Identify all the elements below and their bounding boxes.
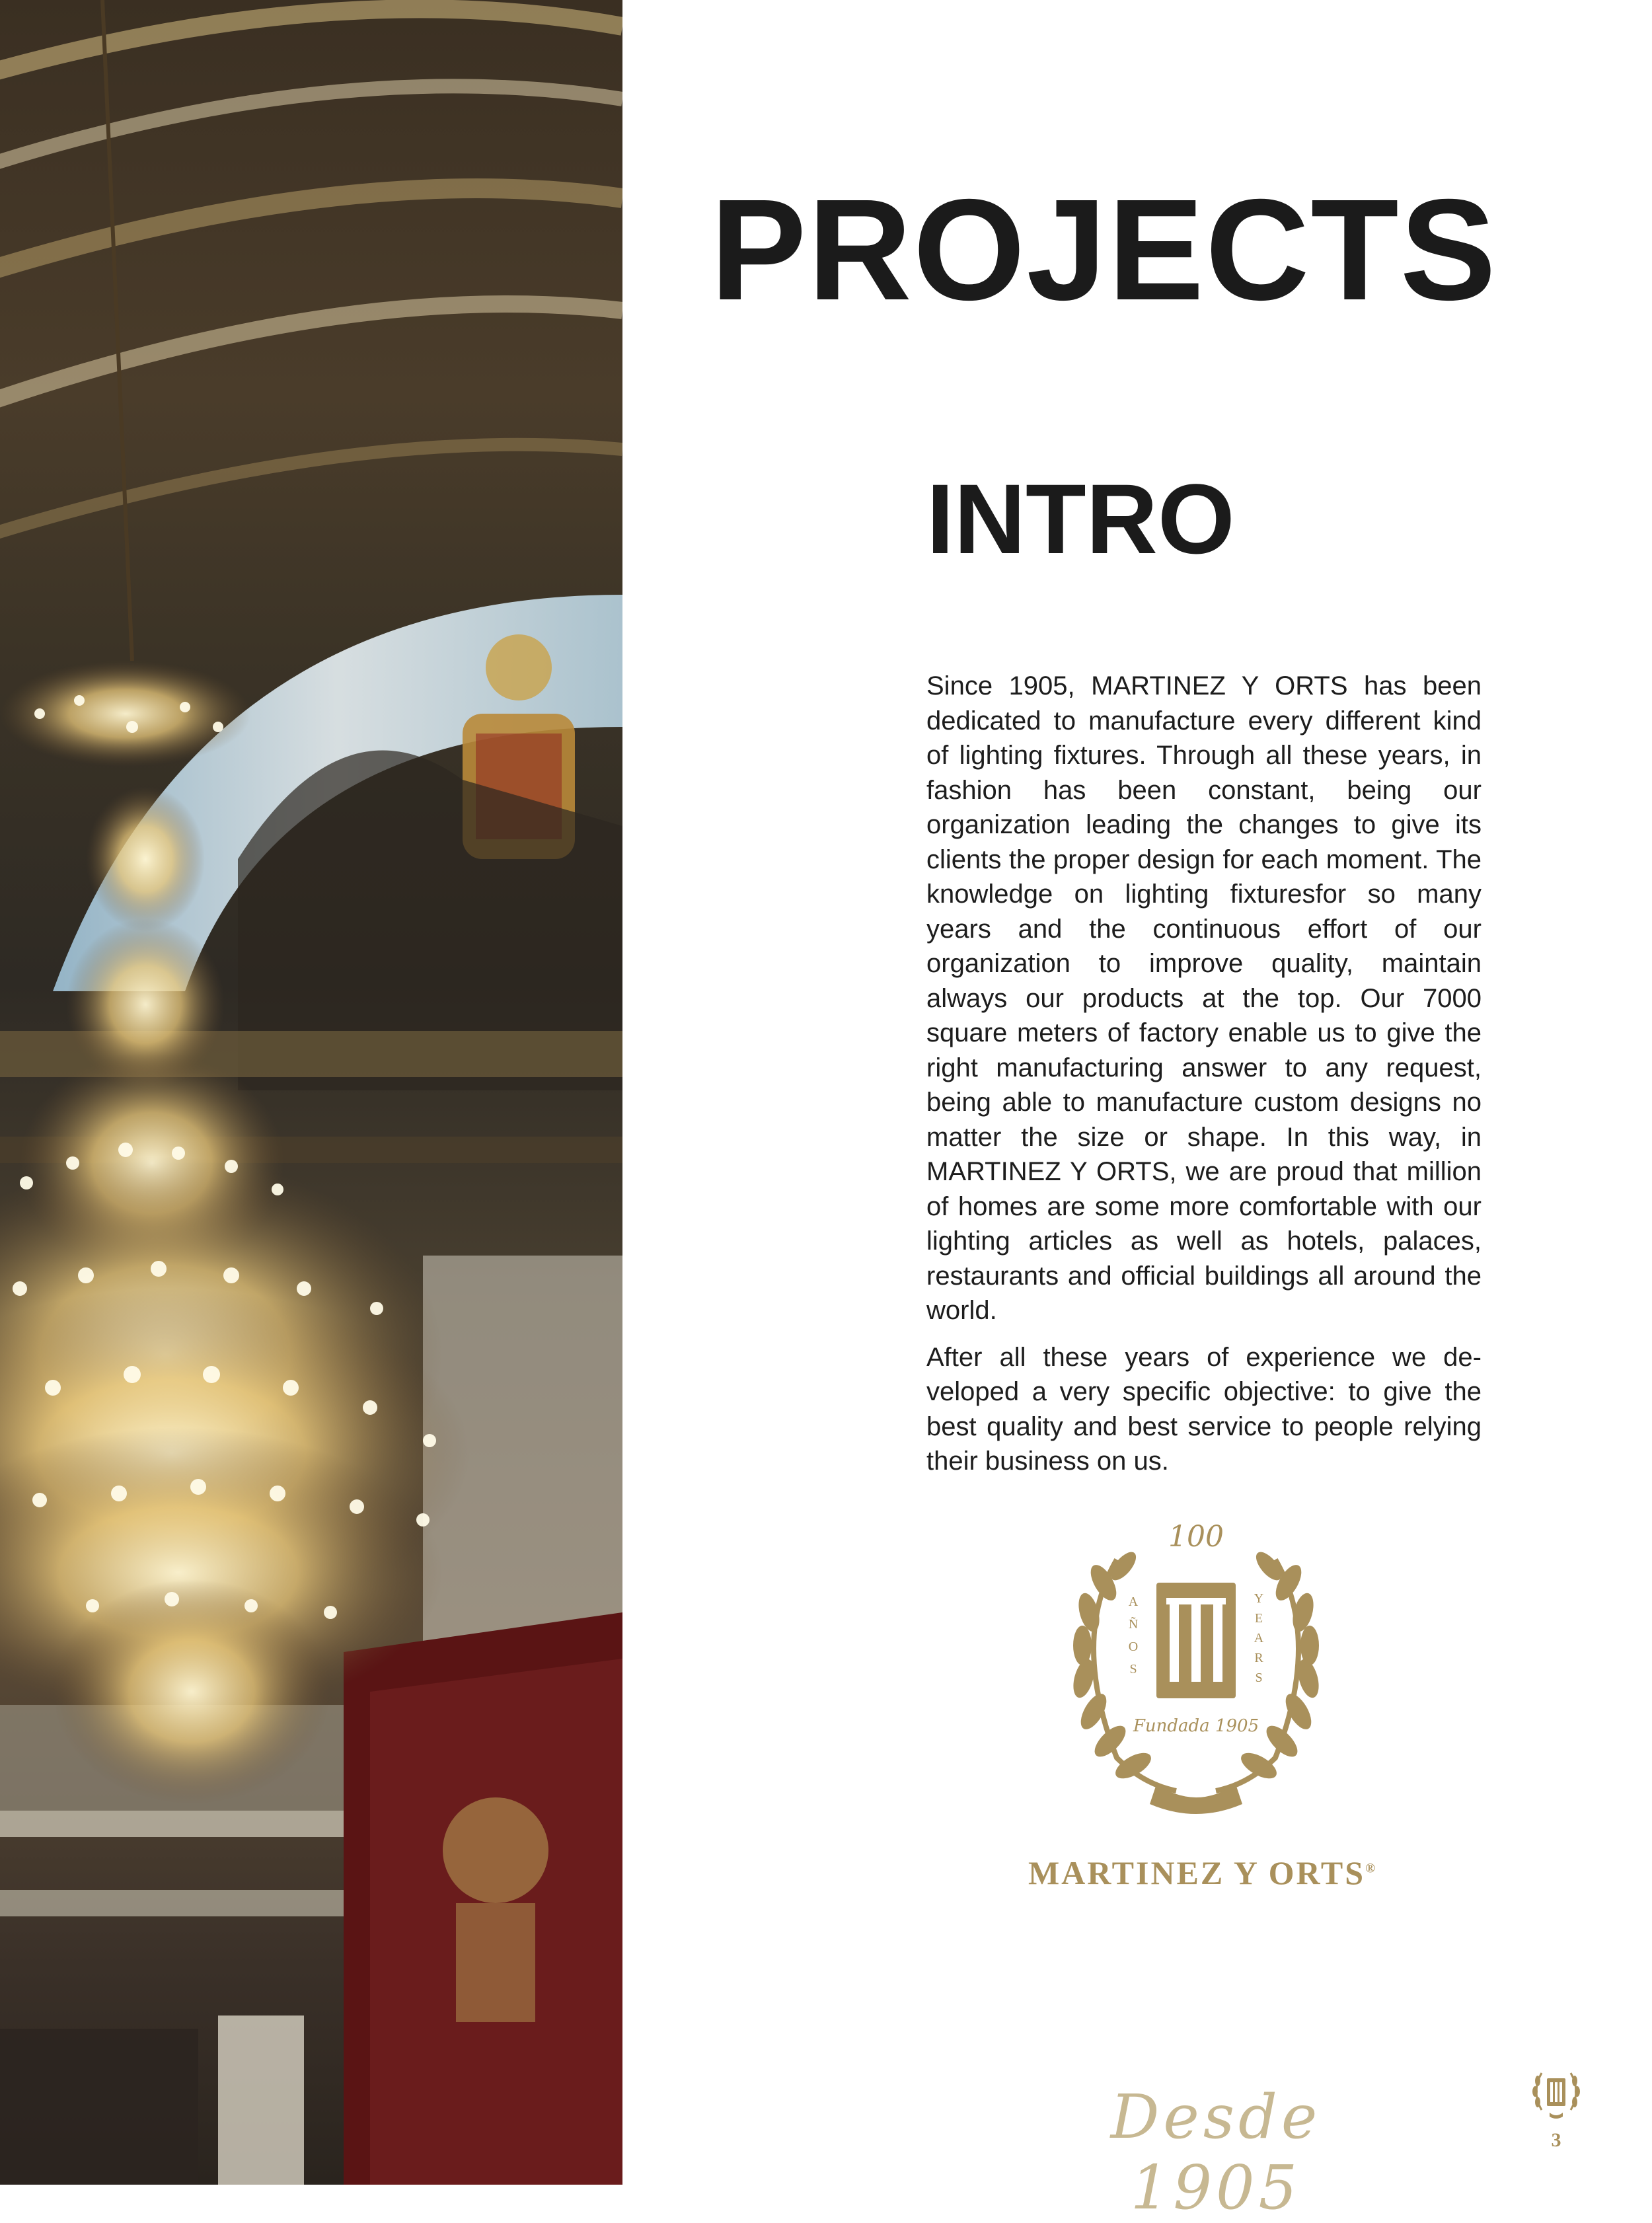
logo-founded: Fundada 1905 [1133, 1716, 1259, 1736]
page-number: 3 [1551, 2129, 1561, 2151]
logo-number: 100 [1168, 1520, 1224, 1554]
mini-wreath-logo-icon [1530, 2065, 1583, 2121]
chandelier-photo [0, 0, 622, 2185]
intro-paragraph-1: Since 1905, MARTINEZ Y ORTS has been dedicated to manufacture every different kind of lighting fixtures. Through all these years, in fashion has been constant, being our organization leading the changes to give its clients the proper design for each moment. The knowledge on lighting fixturesfor so many years and the continuous effort of our organization to improve quality, maintain always our products at the top. Our 7000 square meters of factory enable us to give the right manufacturing answer to any request, being able to manufacture custom designs no matter the size or shape. In this way, in MARTINEZ Y ORTS, we are proud that million of homes are some more comfortable with our lighting articles as well as hotels, palaces, restaurants and official buildings all around the world. [926, 671, 1482, 1325]
laurel-wreath-monogram-icon [1057, 1520, 1335, 1817]
tagline: Desde 1905 [1110, 2082, 1322, 2223]
intro-body [926, 669, 1482, 1491]
section-heading: INTRO [926, 463, 1235, 574]
intro-paragraph-2: After all these years of experience we developed a very specific objective: to give the best quality and best service to people relying their business on us. [926, 1342, 1482, 1476]
page-title: PROJECTS [710, 170, 1498, 330]
brand-name-text: MARTINEZ Y ORTS [1028, 1854, 1366, 1891]
logo-left-word: A Ñ O S [1128, 1595, 1139, 1677]
chandelier-illustration [0, 0, 622, 2185]
brand-name [925, 1854, 1480, 1892]
logo-right-word: Y E A R S [1254, 1591, 1264, 1685]
registered-mark: ® [1365, 1861, 1378, 1876]
